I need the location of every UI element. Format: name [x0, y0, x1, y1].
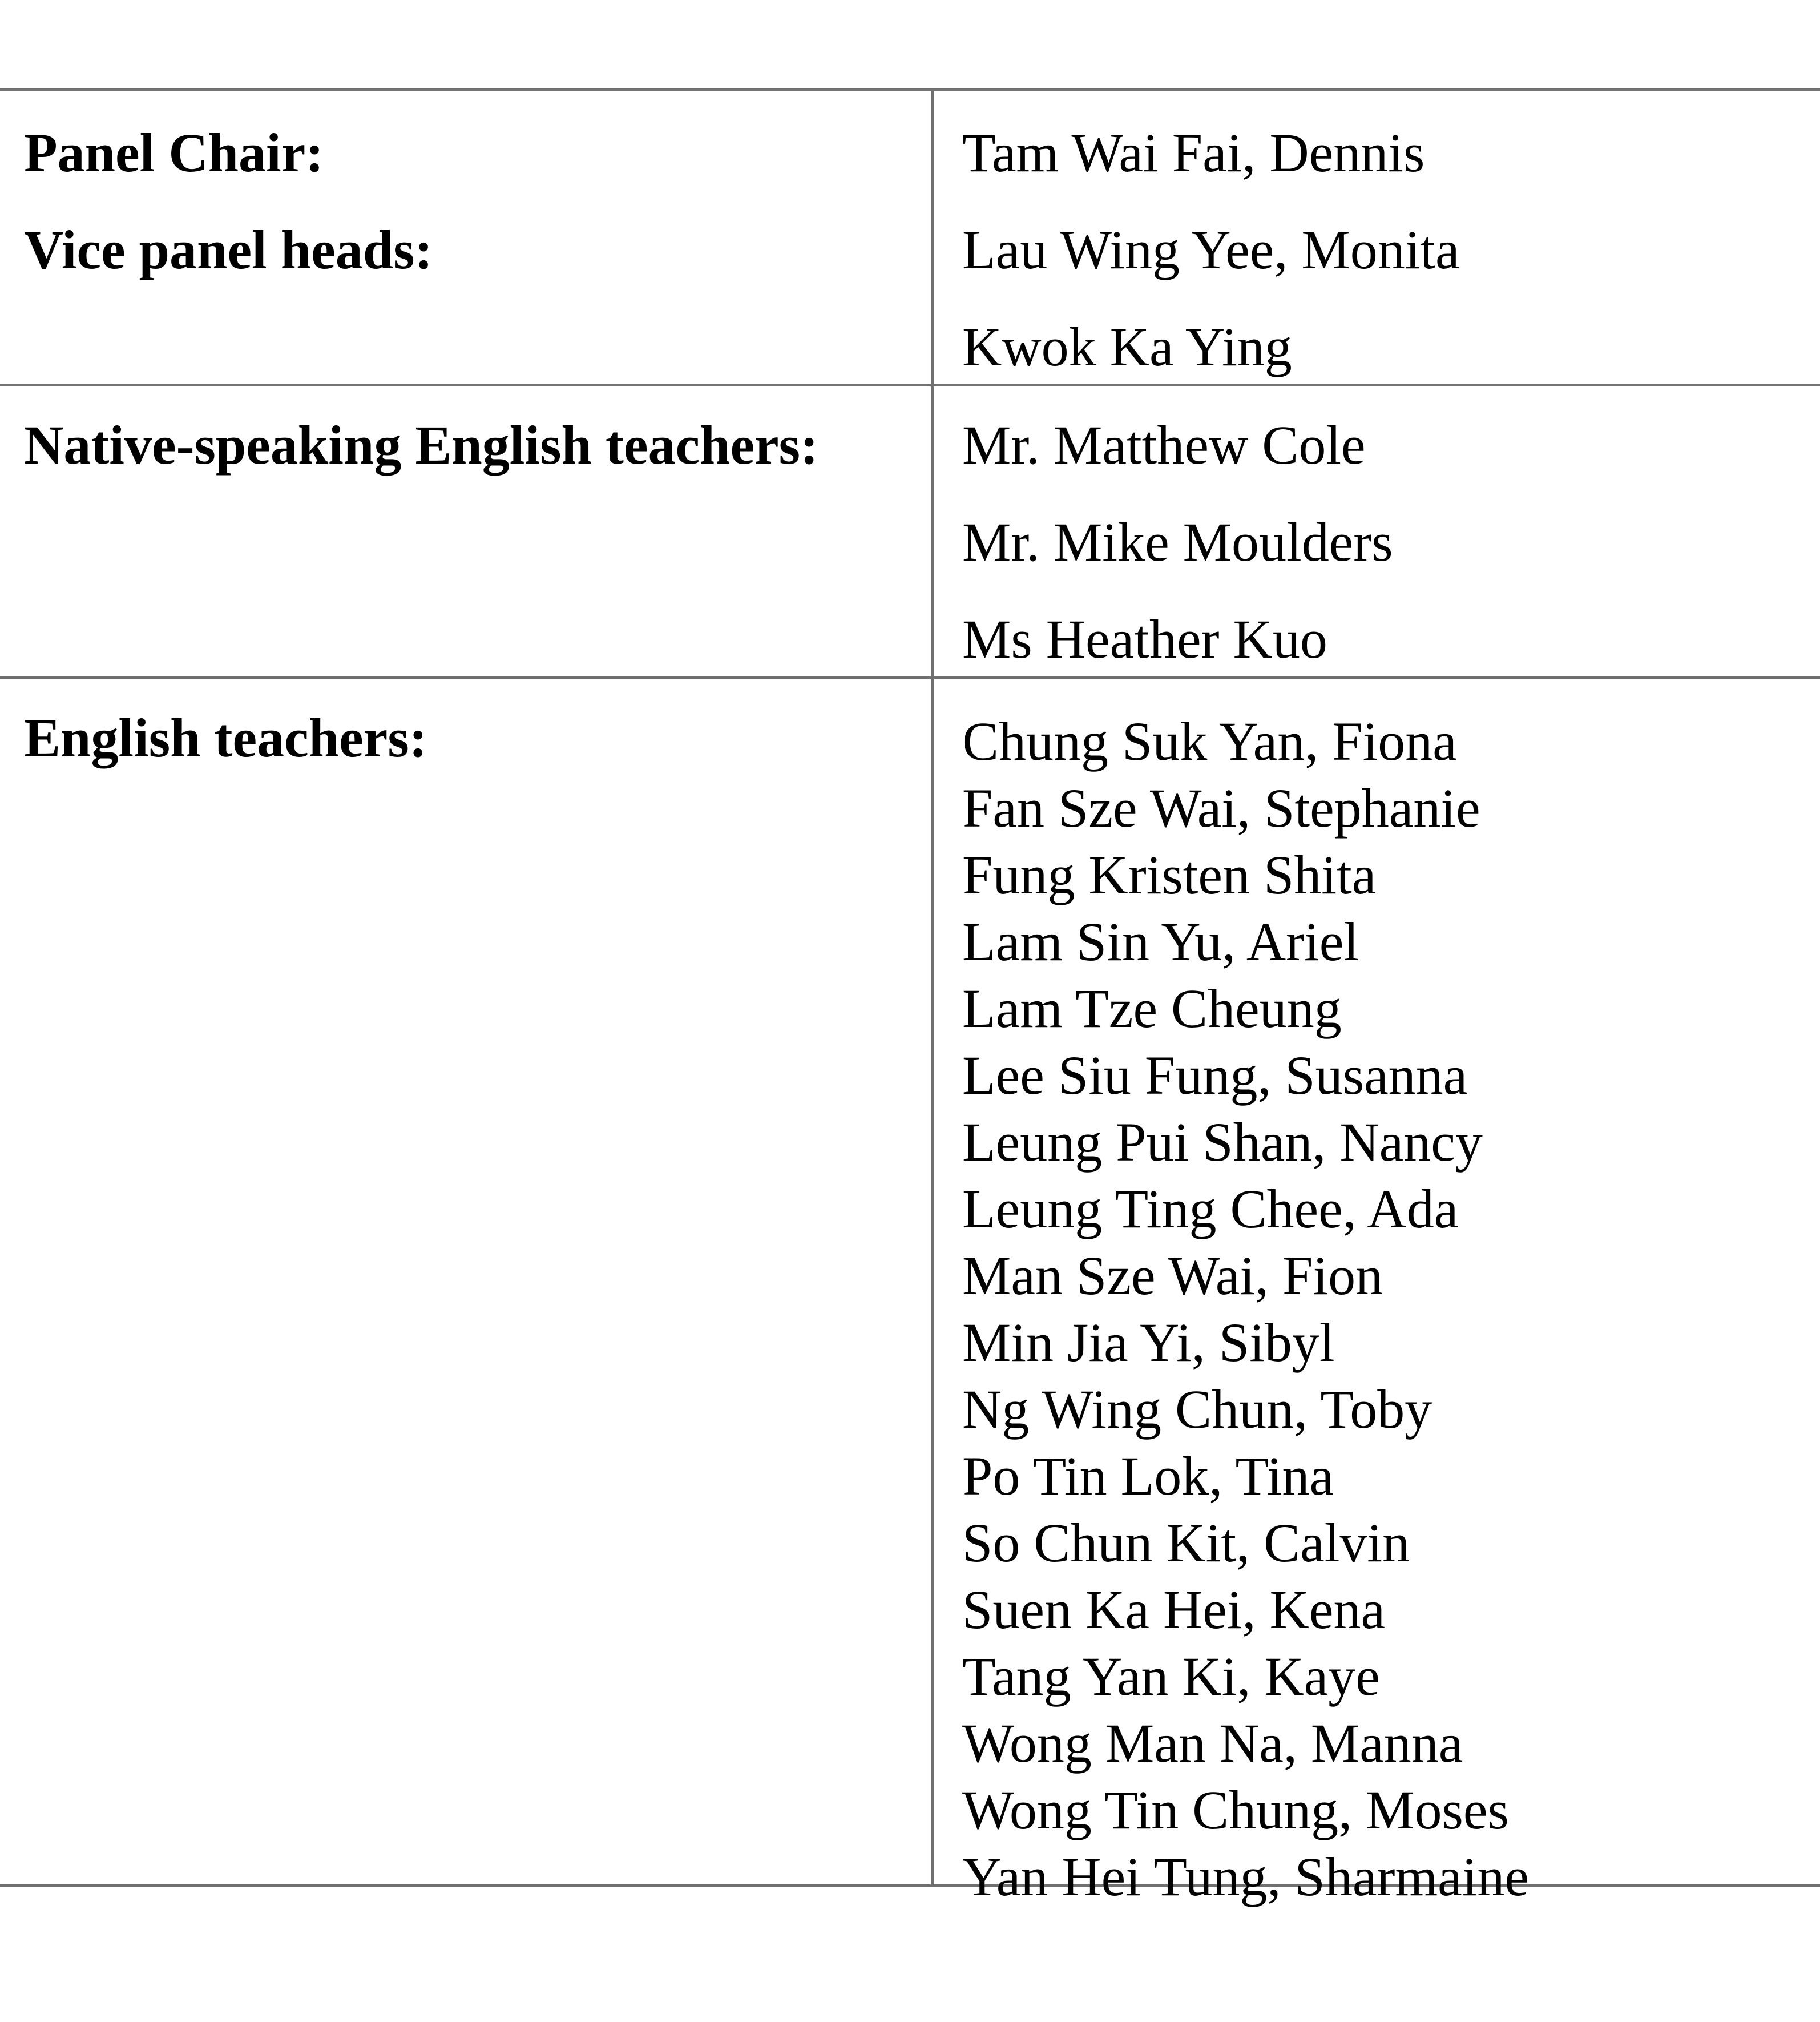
- vice-panel-head-name: Kwok Ka Ying: [962, 316, 1292, 377]
- nets-label: Native-speaking English teachers:: [24, 414, 818, 476]
- english-teacher-name: Fung Kristen Shita: [962, 844, 1377, 905]
- column-divider: [931, 679, 934, 1884]
- english-teacher-name: Min Jia Yi, Sibyl: [962, 1312, 1335, 1373]
- table-row-panel-heads: [0, 91, 1820, 386]
- english-teacher-name: Lam Tze Cheung: [962, 978, 1342, 1039]
- vice-panel-head-name: Lau Wing Yee, Monita: [962, 219, 1460, 280]
- english-teacher-name: Ng Wing Chun, Toby: [962, 1379, 1432, 1440]
- english-teacher-name: Suen Ka Hei, Kena: [962, 1579, 1386, 1640]
- staff-table: [0, 88, 1820, 1907]
- english-teacher-name: Man Sze Wai, Fion: [962, 1245, 1383, 1306]
- vice-panel-heads-label: Vice panel heads:: [24, 219, 433, 280]
- english-teacher-name: Lee Siu Fung, Susanna: [962, 1045, 1468, 1106]
- english-teacher-name: Leung Ting Chee, Ada: [962, 1178, 1459, 1239]
- english-teacher-name: Fan Sze Wai, Stephanie: [962, 778, 1480, 839]
- english-teacher-name: Wong Man Na, Manna: [962, 1713, 1463, 1774]
- english-teacher-name: Wong Tin Chung, Moses: [962, 1779, 1509, 1840]
- english-teacher-name: Lam Sin Yu, Ariel: [962, 911, 1359, 972]
- net-name: Mr. Mike Moulders: [962, 511, 1393, 573]
- net-name: Mr. Matthew Cole: [962, 414, 1366, 476]
- table-row-english-teachers: [0, 679, 1820, 1907]
- english-teacher-list: [962, 708, 1529, 1910]
- table-row-nets: [0, 386, 1820, 679]
- english-teacher-name: Leung Pui Shan, Nancy: [962, 1111, 1483, 1173]
- panel-chair-label: Panel Chair:: [24, 122, 324, 183]
- english-teacher-name: Yan Hei Tung, Sharmaine: [962, 1846, 1529, 1907]
- english-teacher-name: Chung Suk Yan, Fiona: [962, 711, 1457, 772]
- english-teacher-name: So Chun Kit, Calvin: [962, 1512, 1410, 1573]
- column-divider: [931, 91, 934, 384]
- english-teacher-name: Tang Yan Ki, Kaye: [962, 1646, 1380, 1707]
- net-name: Ms Heather Kuo: [962, 609, 1327, 670]
- column-divider: [931, 386, 934, 676]
- english-teachers-label: English teachers:: [24, 707, 427, 768]
- english-teacher-name: Po Tin Lok, Tina: [962, 1445, 1334, 1507]
- panel-chair-name: Tam Wai Fai, Dennis: [962, 122, 1425, 183]
